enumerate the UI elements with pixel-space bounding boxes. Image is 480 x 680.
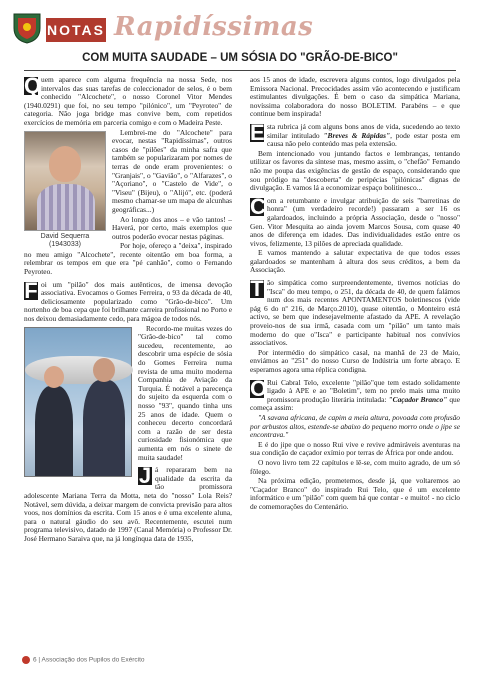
drop-cap: T xyxy=(250,276,264,302)
page-header xyxy=(10,10,470,42)
paragraph: Lembrei-me do "Alcochete" para evocar, nestas "Rapidíssimas", outros casos de "pilões" da minha safra que também se popularizaram por nomes de terras de onde eram provenientes: o "Granjais", o "Gavião", o "Alfarazes", o "Açoriano", o "Castelo de Vide", o "Viseu" (Bijeu), o "Alijó", etc. (poderá mesmo chamar-se um mapa de alcunhas geográficas...) xyxy=(112,127,232,214)
left-column xyxy=(24,73,232,544)
paragraph: Ao longo dos anos – e vão tantos! – Haverá, por certo, mais exemplos que outros poderão evocar nestas páginas. xyxy=(112,214,232,241)
drop-cap: J xyxy=(138,463,152,489)
paragraph: Bem intencionado vou juntando factos e lembranças, tentando utilizar os favores da síntese mas, mesmo assim, o "chefão" Fernando não me poupa das exigências de gestão de espaço, considerando que sou pródigo na "descoberta" de peripécias "pilónicas" dignas de divulgação. E vamos lá a economizar espaço bolitinesco... xyxy=(250,148,460,193)
paragraph: E é do jipe que o nosso Rui vive e revive admiráveis aventuras na sua condição de caçador exímio por terras de África por onde andou. xyxy=(250,439,460,458)
crest-icon xyxy=(12,12,42,44)
footer-dot-icon xyxy=(22,656,30,664)
paragraph: C om a retumbante e invulgar atribuição de seis "barretinas de honra" (um verdadeiro recorde!) passaram a ser 16 os galardoados, incluindo a própria Associação, desde o "nosso" Gen. Vitor Mesquita ao ainda jovem Marcos Sousa, com quase 40 anos de diferença em idades. Das individualidades estão entre os vivos, felizmente, 13 pilões de apreciada qualidade. xyxy=(250,193,460,248)
drop-cap: F xyxy=(24,277,38,303)
paragraph: Por intermédio do simpático casal, na manhã de 23 de Maio, enviámos ao "251" do nosso Curso de Indústria um forte abraço. E esperamos agora uma réplica condigna. xyxy=(250,347,460,374)
drop-cap: O xyxy=(250,375,268,401)
article-headline: COM MUITA SAUDADE – UM SÓSIA DO "GRÃO-DE-BICO" xyxy=(82,52,398,64)
paragraph: Recordo-me muitas vezes do "Grão-de-bico" tal como sucedeu, recentemente, ao descobrir uma espécie de sósia do Gomes Ferreira numa revista de uma muito moderna Companhia de Aviação da Turquia. É notável a parecença do sujeito da esquerda com o nosso "93", quando tinha uns 25 anos de idade. Quem o conheceu decerto concordará com a razão de ser desta curiosidade fisionómica que aumenta em nós o sinete de muita saudade! xyxy=(138,323,232,462)
person-right-image xyxy=(83,380,125,476)
section-title: Rapidíssimas xyxy=(114,12,314,42)
drop-cap: Q xyxy=(24,73,42,98)
portrait-photo xyxy=(24,131,106,249)
book-title: "Caçador Branco" xyxy=(388,394,448,404)
drop-cap: E xyxy=(250,119,265,145)
airplane-image xyxy=(25,356,133,384)
section-label: NOTAS xyxy=(46,18,106,42)
person-left-image xyxy=(35,386,73,476)
paragraph: O Rui Cabral Telo, excelente "pilão"que tem estado solidamente ligado à APE e ao "Boletim", tem no prelo mais uma muito promissora produção literária intitulada: "Caçador Branco" que começa assim: xyxy=(250,375,460,413)
book-quote: "A savana africana, de capim a meia altura, povoada com profusão por arbustos altos, estende-se abaixo do pequeno morro onde o jipe se encontrava." xyxy=(250,412,460,440)
paragraph: aos 15 anos de idade, escrevera alguns contos, logo divulgados pela Emissora Nacional. Precocidades assim vão acontecendo e justificam estimulantes divulgações. É bem o caso da simpática Mariana, novíssima colaboradora do nosso BOLETIM. Parabéns – e que continue bem inspirada! xyxy=(250,75,460,119)
portrait-image xyxy=(24,131,106,231)
rubric-title: "Breves & Rápidas" xyxy=(323,130,391,140)
paragraph: J á repararam bem na qualidade da escrita da tão promissora adolescente Mariana Terra da Motta, neta do "nosso" Lola Reis? Notável, sem dúvida, a deixar margem de convicta previsão para altos voos, nos domínios da escrita. Com 15 anos e é uma excelente aluna, para o natural gáudio do seu avô. Recentemente, escutei num programa televisivo, datado de 1997 (Canal Memória) o Professor Dr. José Hermano Saraiva que, na já longínqua data de 1935, xyxy=(24,463,232,543)
headline-rule xyxy=(24,70,456,71)
right-column xyxy=(250,76,460,513)
paragraph: T ão simpática como surpreendentemente, tivemos notícias do "Isca" do meu tempo, o 251, da década de 40, de quem falámos num dos mais recentes APONTAMENTOS boletinescos (vide pág 6 do nº 216, de Março.2010), quase oitentão, o Monteiro está activo, se bem que indesejavelmente afastado da APE. A revelação proveio-nos de sua irmã, casada com um "pilão" um tanto mais moderno do que o"Isca" e participante habitual nos convívios associativos. xyxy=(250,276,460,348)
paragraph: Q uem aparece com alguma frequência na nossa Sede, nos intervalos das suas tarefas de coleccionador de selos, é o bem conhecido "Alcochete", o nosso Coronel Vitor Mendes (1940.0291) que foi, no seu tempo "pilónico", um "Peyroteo" de categoria. Não joga bridge mas convive bem, com repetidos exercícios de memória em parceria comigo e com o Madeira Peste. xyxy=(24,73,232,127)
paragraph: F oi um "pilão" dos mais autênticos, de imensa devoção associativa. Evocamos o Gomes Ferreira, o 93 da década de 40, deliciosamente popularizado como "Grão-de-bico". Um nortenho de boa cepa que foi brilhante carreira profissional no Porto e nos deixou demasiadamente cedo, para mágoa de todos nós. xyxy=(24,277,232,324)
photo-caption-name: David Sequerra xyxy=(40,232,90,240)
paragraph: Por hoje, ofereço a "deixa", inspirado no meu amigo "Alcochete", recente oitentão em boa forma, a relembrar os tempos em que era "pé canhão", como o Fernando Peyroteo. xyxy=(24,241,232,277)
handshake-photo xyxy=(24,327,132,477)
footer-text: 6 | Associação dos Pupilos do Exército xyxy=(33,656,145,664)
paragraph: Na próxima edição, prometemos, desde já, que voltaremos ao "Caçador Branco" do inspirado Rui Telo, que é um excelente informático e um "pilão" com quem há que contar - e muito! - no ciclo de comemorações do Centenário. xyxy=(250,476,460,511)
photo-caption-id: (1943033) xyxy=(49,240,81,248)
paragraph: E sta rubrica já com alguns bons anos de vida, sucedendo ao texto similar intitulado "Breves & Rápidas", pode estar posta em causa não pelo conteúdo mas pela extensão. xyxy=(250,119,460,149)
paragraph: E vamos mantendo a salutar expectativa de que todos esses galardoados se mantenham à altura dos seus créditos, a bem da Associação. xyxy=(250,248,460,275)
photo-caption xyxy=(24,233,106,249)
paragraph: O novo livro tem 22 capítulos e lê-se, com muito agrado, de um só fôlego. xyxy=(250,457,460,476)
page-footer xyxy=(22,656,145,664)
drop-cap: C xyxy=(250,193,266,219)
